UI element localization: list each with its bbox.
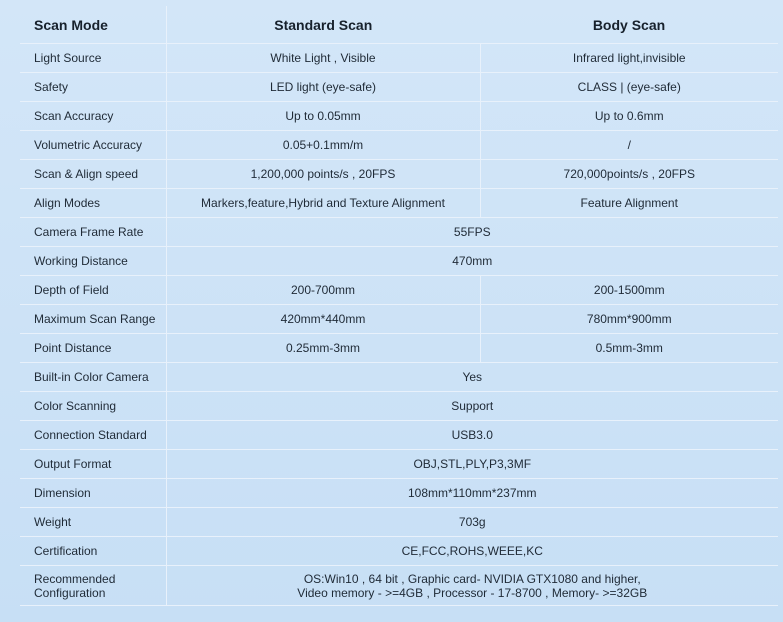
table-row [20, 334, 778, 363]
row-value-body: 720,000points/s , 20FPS [480, 160, 778, 189]
row-label: Volumetric Accuracy [20, 131, 166, 160]
row-value-shared: 703g [166, 508, 778, 537]
table-row [20, 131, 778, 160]
row-value-shared: Yes [166, 363, 778, 392]
table-row [20, 276, 778, 305]
row-label: Output Format [20, 450, 166, 479]
row-label: Scan & Align speed [20, 160, 166, 189]
header-standard-scan: Standard Scan [166, 6, 480, 44]
row-label: Scan Accuracy [20, 102, 166, 131]
row-label: Point Distance [20, 334, 166, 363]
spec-table-body [20, 44, 778, 606]
table-row [20, 537, 778, 566]
row-label: Certification [20, 537, 166, 566]
row-value-shared: CE,FCC,ROHS,WEEE,KC [166, 537, 778, 566]
table-row [20, 218, 778, 247]
table-row [20, 305, 778, 334]
row-label: Built-in Color Camera [20, 363, 166, 392]
row-value-standard: Up to 0.05mm [166, 102, 480, 131]
row-value-body: 0.5mm-3mm [480, 334, 778, 363]
row-value-standard: 0.05+0.1mm/m [166, 131, 480, 160]
row-value-body: Feature Alignment [480, 189, 778, 218]
row-value-body: CLASS | (eye-safe) [480, 73, 778, 102]
row-value-body: / [480, 131, 778, 160]
row-value-shared: 470mm [166, 247, 778, 276]
row-label: Safety [20, 73, 166, 102]
row-label: Color Scanning [20, 392, 166, 421]
row-value-standard: 420mm*440mm [166, 305, 480, 334]
row-value-standard: LED light (eye-safe) [166, 73, 480, 102]
row-value-shared: Support [166, 392, 778, 421]
table-row [20, 160, 778, 189]
row-value-body: Up to 0.6mm [480, 102, 778, 131]
row-label: Align Modes [20, 189, 166, 218]
spec-table [20, 6, 778, 606]
row-label: Maximum Scan Range [20, 305, 166, 334]
row-value-shared: OBJ,STL,PLY,P3,3MF [166, 450, 778, 479]
row-value-standard: Markers,feature,Hybrid and Texture Alignment [166, 189, 480, 218]
table-row [20, 44, 778, 73]
row-value-standard: White Light , Visible [166, 44, 480, 73]
row-value-shared: OS:Win10 , 64 bit , Graphic card- NVIDIA GTX1080 and higher, Video memory - >=4GB , Processor - 17-8700 , Memory- >=32GB [166, 566, 778, 606]
header-row [20, 6, 778, 44]
row-label: Recommended Configuration [20, 566, 166, 606]
table-row [20, 450, 778, 479]
header-scan-mode: Scan Mode [20, 6, 166, 44]
table-row [20, 247, 778, 276]
table-row [20, 392, 778, 421]
row-value-standard: 0.25mm-3mm [166, 334, 480, 363]
row-label: Working Distance [20, 247, 166, 276]
row-value-body: 200-1500mm [480, 276, 778, 305]
row-value-shared: 55FPS [166, 218, 778, 247]
row-label: Camera Frame Rate [20, 218, 166, 247]
row-label: Dimension [20, 479, 166, 508]
row-label: Light Source [20, 44, 166, 73]
row-value-standard: 200-700mm [166, 276, 480, 305]
row-label: Weight [20, 508, 166, 537]
row-value-body: 780mm*900mm [480, 305, 778, 334]
table-row [20, 566, 778, 606]
row-value-standard: 1,200,000 points/s , 20FPS [166, 160, 480, 189]
table-row [20, 421, 778, 450]
row-value-shared: 108mm*110mm*237mm [166, 479, 778, 508]
header-body-scan: Body Scan [480, 6, 778, 44]
row-value-body: Infrared light,invisible [480, 44, 778, 73]
row-label: Depth of Field [20, 276, 166, 305]
row-value-shared: USB3.0 [166, 421, 778, 450]
row-label: Connection Standard [20, 421, 166, 450]
table-row [20, 479, 778, 508]
table-row [20, 508, 778, 537]
table-row [20, 102, 778, 131]
table-row [20, 363, 778, 392]
table-row [20, 73, 778, 102]
table-row [20, 189, 778, 218]
